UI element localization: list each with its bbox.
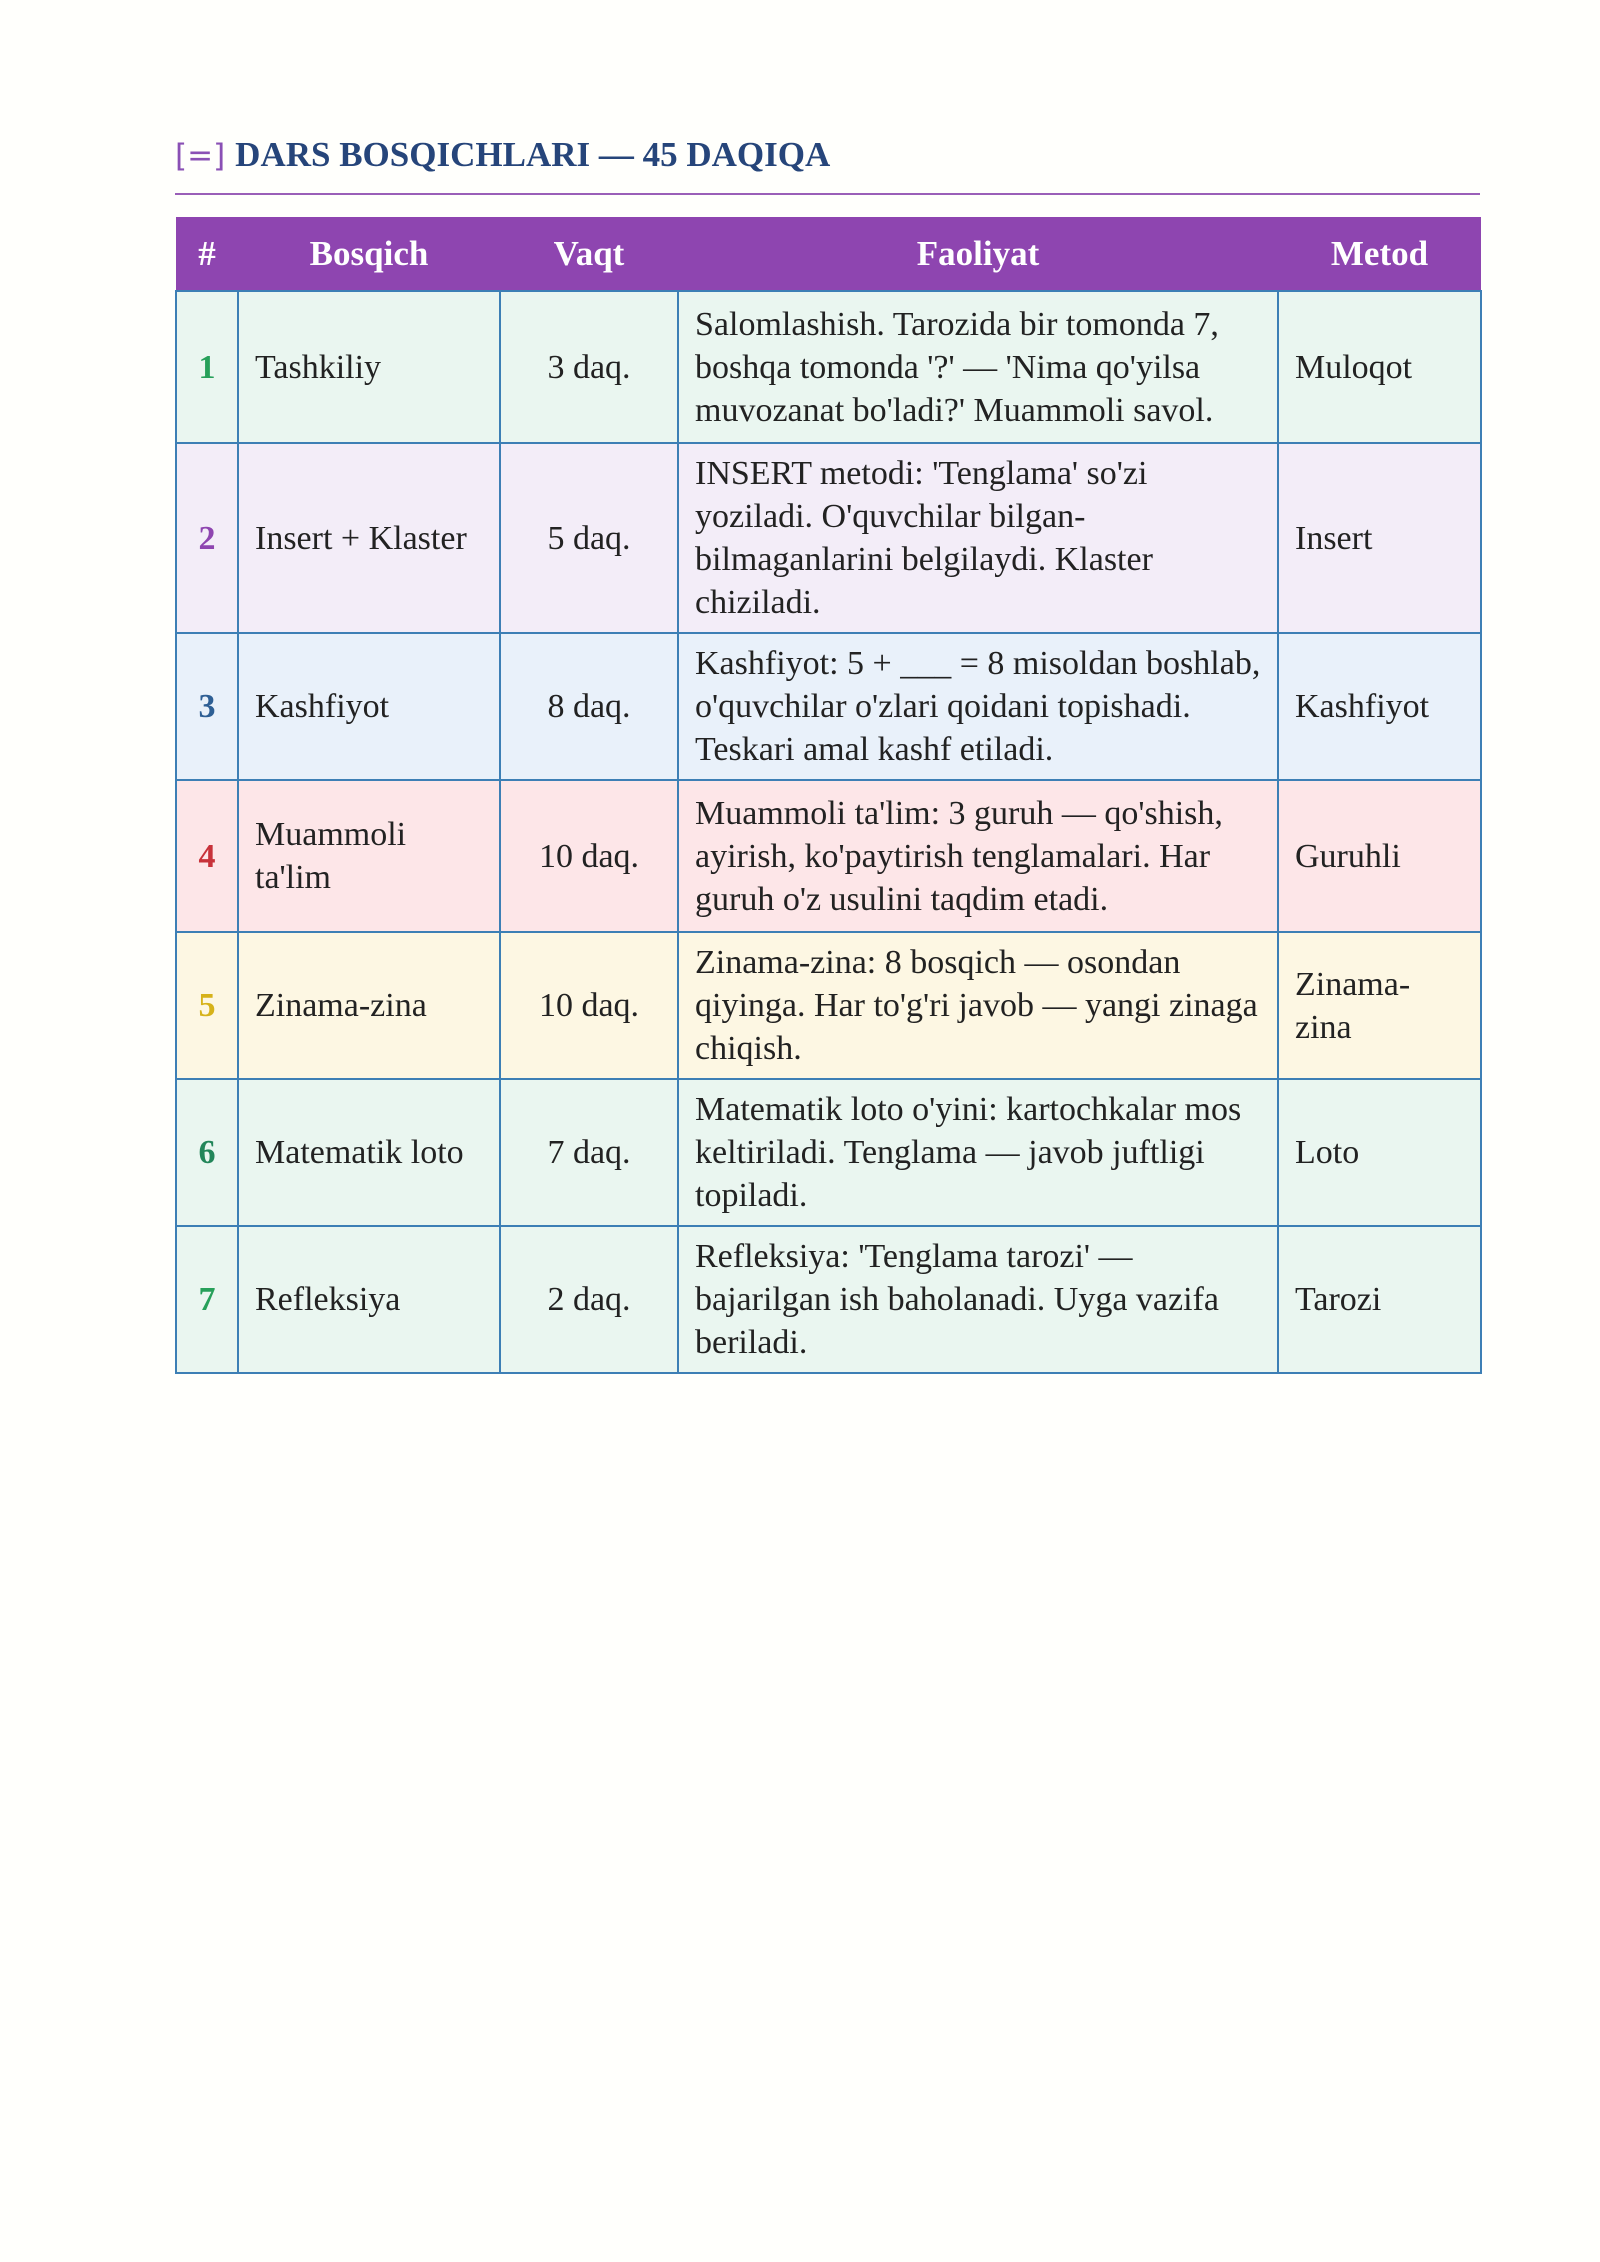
table-row — [176, 443, 1481, 633]
list-icon: [=] — [175, 138, 226, 174]
row-method: Loto — [1278, 1079, 1481, 1226]
row-stage: Tashkiliy — [238, 291, 500, 443]
row-stage: Zinama-zina — [238, 932, 500, 1079]
column-header-stage: Bosqich — [238, 217, 500, 291]
row-stage: Refleksiya — [238, 1226, 500, 1373]
row-stage: Muammoli ta'lim — [238, 780, 500, 932]
table-header-row — [176, 217, 1481, 291]
row-method: Guruhli — [1278, 780, 1481, 932]
row-number: 7 — [176, 1226, 238, 1373]
row-time: 8 daq. — [500, 633, 678, 780]
row-number: 4 — [176, 780, 238, 932]
row-number: 5 — [176, 932, 238, 1079]
row-activity: Matematik loto o'yini: kartochkalar mos keltiriladi. Tenglama — javob juftligi topiladi. — [678, 1079, 1278, 1226]
row-stage: Insert + Klaster — [238, 443, 500, 633]
row-number: 1 — [176, 291, 238, 443]
row-number: 3 — [176, 633, 238, 780]
document-page — [175, 130, 1480, 1374]
lesson-stages-table — [175, 217, 1482, 1374]
row-stage: Matematik loto — [238, 1079, 500, 1226]
table-row — [176, 633, 1481, 780]
row-method: Muloqot — [1278, 291, 1481, 443]
row-stage: Kashfiyot — [238, 633, 500, 780]
column-header-activity: Faoliyat — [678, 217, 1278, 291]
row-time: 5 daq. — [500, 443, 678, 633]
row-activity: Salomlashish. Tarozida bir tomonda 7, boshqa tomonda '?' — 'Nima qo'yilsa muvozanat bo'ladi?' Muammoli savol. — [678, 291, 1278, 443]
table-row — [176, 1079, 1481, 1226]
column-header-number: # — [176, 217, 238, 291]
column-header-time: Vaqt — [500, 217, 678, 291]
row-method: Kashfiyot — [1278, 633, 1481, 780]
row-time: 7 daq. — [500, 1079, 678, 1226]
row-number: 6 — [176, 1079, 238, 1226]
row-method: Insert — [1278, 443, 1481, 633]
row-method: Zinama-zina — [1278, 932, 1481, 1079]
row-method: Tarozi — [1278, 1226, 1481, 1373]
row-number: 2 — [176, 443, 238, 633]
row-activity: Muammoli ta'lim: 3 guruh — qo'shish, ayirish, ko'paytirish tenglamalari. Har guruh o'z usulini taqdim etadi. — [678, 780, 1278, 932]
table-row — [176, 780, 1481, 932]
row-activity: Zinama-zina: 8 bosqich — osondan qiyinga. Har to'g'ri javob — yangi zinaga chiqish. — [678, 932, 1278, 1079]
row-activity: Kashfiyot: 5 + ___ = 8 misoldan boshlab, o'quvchilar o'zlari qoidani topishadi. Teskari amal kashf etiladi. — [678, 633, 1278, 780]
table-row — [176, 291, 1481, 443]
row-activity: Refleksiya: 'Tenglama tarozi' — bajarilgan ish baholanadi. Uyga vazifa beriladi. — [678, 1226, 1278, 1373]
table-row — [176, 1226, 1481, 1373]
row-time: 10 daq. — [500, 932, 678, 1079]
row-time: 10 daq. — [500, 780, 678, 932]
section-title: DARS BOSQICHLARI — 45 DAQIQA — [235, 135, 831, 174]
row-activity: INSERT metodi: 'Tenglama' so'zi yoziladi. O'quvchilar bilgan-bilmaganlarini belgilaydi. Klaster chiziladi. — [678, 443, 1278, 633]
row-time: 3 daq. — [500, 291, 678, 443]
row-time: 2 daq. — [500, 1226, 678, 1373]
column-header-method: Metod — [1278, 217, 1481, 291]
section-heading — [175, 130, 1480, 195]
table-row — [176, 932, 1481, 1079]
